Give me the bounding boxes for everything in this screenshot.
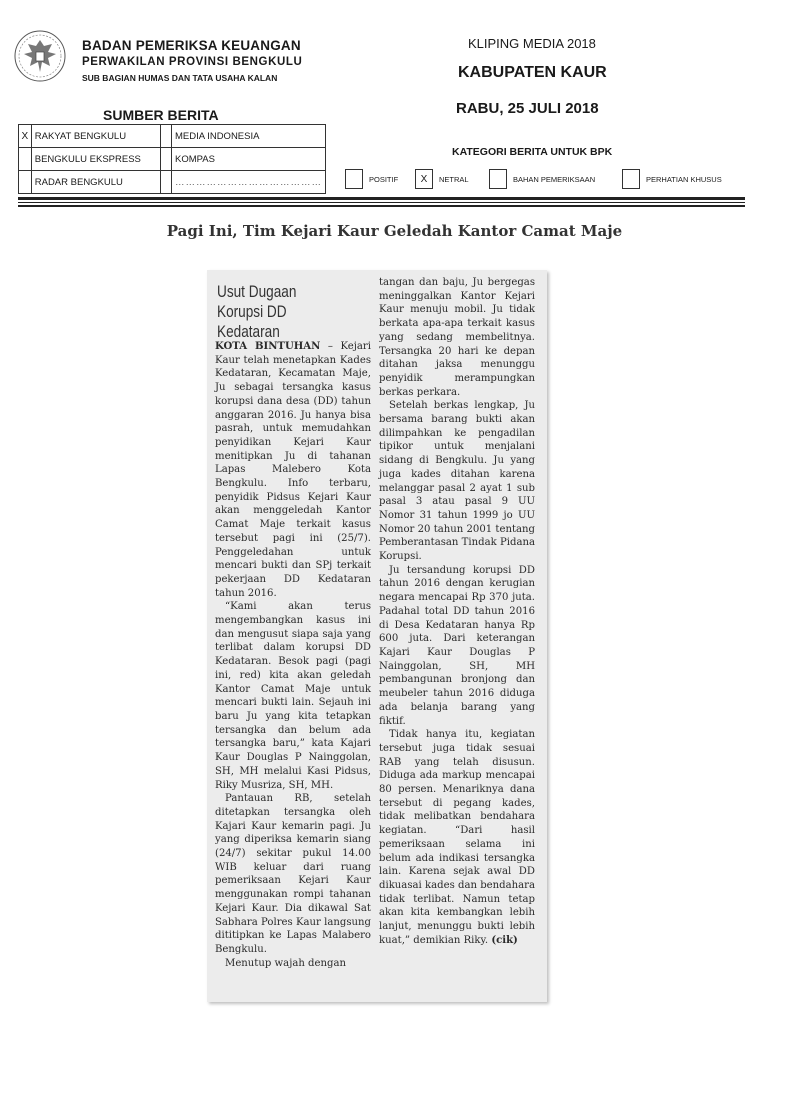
category-checkbox: X <box>415 169 433 189</box>
newspaper-clipping <box>207 270 547 1002</box>
article-column-1 <box>215 340 371 970</box>
article-paragraph: “Kami akan terus mengembangkan kasus ini dan mengusut siapa saja yang terlibat dalam korupsi DD Kedataran. Besok pagi (pagi ini, red) kita akan geledah Kantor Camat Maje untuk mencari bukti lain. Sejauh ini baru Ju yang kita tetapkan tersangka dan belum ada tersangka baru,” kata Kajari Kaur Douglas P Nainggolan, SH, MH melalui Kasi Pidsus, Riky Musriza, SH, MH. <box>215 601 371 791</box>
source-name-blank: …………………………………… <box>172 171 326 194</box>
article-title-line: Korupsi DD Kedataran <box>217 302 287 341</box>
org-name: BADAN PEMERIKSA KEUANGAN <box>82 38 301 53</box>
category-label: POSITIF <box>369 174 399 184</box>
article-dateline: KOTA BINTUHAN <box>215 341 321 352</box>
header-divider <box>18 205 745 207</box>
source-checkbox <box>19 171 32 194</box>
category-item-positif <box>345 168 398 190</box>
source-name: RADAR BENGKULU <box>31 171 160 194</box>
news-headline: Pagi Ini, Tim Kejari Kaur Geledah Kantor Camat Maje <box>166 222 623 240</box>
article-paragraph: Menutup wajah dengan <box>225 957 346 969</box>
kliping-label: KLIPING MEDIA 2018 <box>468 36 596 51</box>
article-title-line: Usut Dugaan <box>217 282 297 301</box>
org-subtitle: PERWAKILAN PROVINSI BENGKULU <box>82 56 303 68</box>
category-label: PERHATIAN KHUSUS <box>646 174 722 184</box>
article-signoff: (cik) <box>491 934 518 946</box>
article-paragraph: Ju tersandung korupsi DD tahun 2016 dengan kerugian negara mencapai Rp 370 juta. Padahal total DD tahun 2016 di Desa Kedataran hanya Rp 600 juta. Dari keterangan Kajari Kaur Douglas P Nainggolan, SH, MH pembangunan bronjong dan meubeler tahun 2016 diduga ada belanja barang yang fiktif. <box>379 564 535 727</box>
source-title: SUMBER BERITA <box>103 107 219 123</box>
category-label: BAHAN PEMERIKSAAN <box>513 174 596 184</box>
article-paragraph: Tidak hanya itu, kegiatan tersebut juga tidak sesuai RAB yang telah disusun. Diduga ada markup mencapai 80 persen. Menariknya dana tersebut di pegang kades, tidak melibatkan bendahara kegiatan. “Dari hasil pemeriksaan selama ini belum ada indikasi tersangka lain. Karena sejak awal DD dikuasai kades dan bendahara tidak terlibat. Namun tetap akan kita kembangkan lebih lanjut, menunggu bukti lebih kuat,” demikian Riky. (cik) <box>379 729 535 946</box>
category-checkbox <box>622 169 640 189</box>
source-checkbox <box>161 125 172 148</box>
source-row <box>19 125 326 148</box>
header-divider <box>18 197 745 200</box>
category-label: NETRAL <box>439 174 469 184</box>
category-item-bahan-pemeriksaan <box>489 168 595 190</box>
date-label: RABU, 25 JULI 2018 <box>456 100 599 117</box>
article-paragraph: KOTA BINTUHAN – Kejari Kaur telah menetapkan Kades Kedataran, Kecamatan Maje, Ju sebagai tersangka kasus korupsi dana desa (DD) tahun anggaran 2016. Ju hanya bisa pasrah, untuk memudahkan penyidikan Kejari Kaur menitipkan Ju di tahanan Lapas Malebero Kota Bengkulu. Info terbaru, penyidik Pidsus Kejari Kaur akan menggeledah Kantor Camat Maje terkait kasus tersebut pagi ini (25/7). Penggeledahan untuk mencari bukti dan SPj terkait pekerjaan DD Kedataran tahun 2016. <box>215 341 371 599</box>
source-name: BENGKULU EKSPRESS <box>31 148 160 171</box>
category-checkbox <box>345 169 363 189</box>
source-checkbox <box>19 148 32 171</box>
source-checkbox <box>161 148 172 171</box>
source-name: RAKYAT BENGKULU <box>31 125 160 148</box>
source-checkbox: X <box>19 125 32 148</box>
category-item-perhatian-khusus <box>622 168 722 190</box>
source-table <box>18 124 326 194</box>
category-checkbox <box>489 169 507 189</box>
article-title <box>217 282 342 342</box>
garuda-emblem-icon <box>12 28 68 84</box>
source-row <box>19 148 326 171</box>
article-paragraph: tangan dan baju, Ju bergegas meninggalkan Kantor Kejari Kaur menuju mobil. Ju tidak berkata apa-apa terkait kasus yang sedang membelitnya. Tersangka 20 hari ke depan ditahan jaksa menunggu penyidik merampungkan berkas perkara. <box>379 277 535 398</box>
source-row <box>19 171 326 194</box>
article-column-2 <box>379 276 535 947</box>
header-divider <box>18 202 745 203</box>
category-item-netral <box>415 168 469 190</box>
region-title: KABUPATEN KAUR <box>458 64 607 81</box>
category-title: KATEGORI BERITA UNTUK BPK <box>452 146 613 158</box>
article-paragraph: Setelah berkas lengkap, Ju bersama barang bukti akan dilimpahkan ke pengadilan tipikor untuk menjalani sidang di Bengkulu. Ju yang juga kades ditahan karena melanggar pasal 2 ayat 1 sub pasal 3 atau pasal 9 UU Nomor 31 tahun 1999 jo UU Nomor 20 tahun 2001 tentang Pemberantasan Tindak Pidana Korupsi. <box>379 400 535 563</box>
article-paragraph: Pantauan RB, setelah ditetapkan tersangka oleh Kajari Kaur kemarin pagi. Ju yang diperiksa kemarin siang (24/7) sekitar pukul 14.00 WIB keluar dari ruang pemeriksaan Kejari Kaur menggunakan rompi tahanan Kejari Kaur. Dia dikawal Sat Sabhara Polres Kaur langsung dititipkan ke Lapas Malabero Bengkulu. <box>215 793 371 955</box>
source-checkbox <box>161 171 172 194</box>
org-department: SUB BAGIAN HUMAS DAN TATA USAHA KALAN <box>82 73 278 83</box>
source-name: MEDIA INDONESIA <box>172 125 326 148</box>
source-name: KOMPAS <box>172 148 326 171</box>
